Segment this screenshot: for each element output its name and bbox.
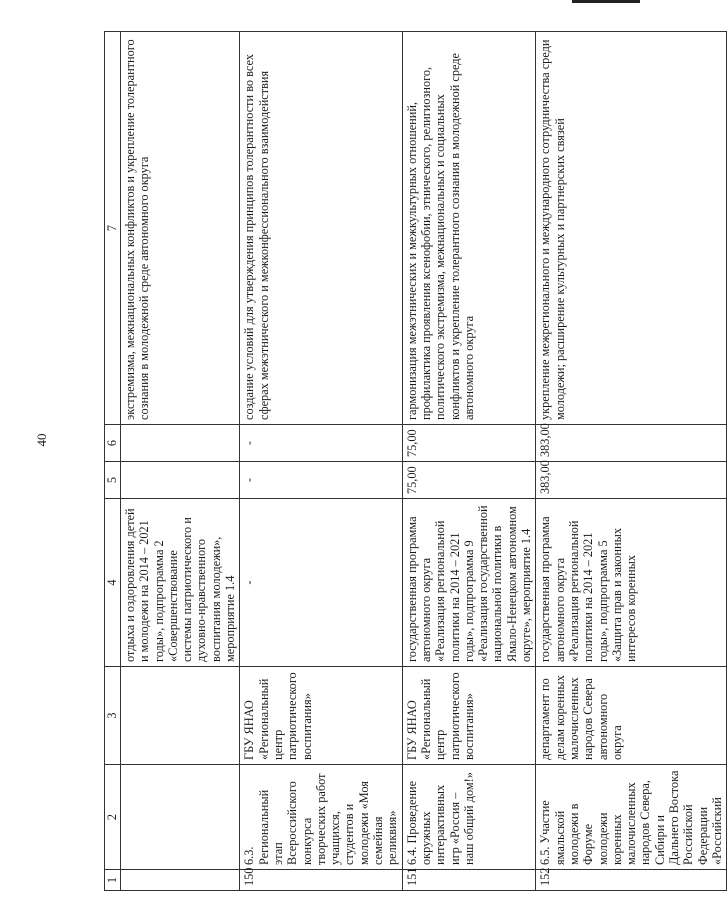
executor: ГБУ ЯНАО «Региональный центр патриотического воспитания» xyxy=(402,667,536,765)
funding-col5: 75,00 xyxy=(402,462,536,499)
row-number xyxy=(121,870,240,891)
table-row xyxy=(121,32,240,891)
expected-result: гармонизация межэтнических и межкультурных отношений, профилактика проявления ксенофобии, этнического, религиозного, политического экстремизма, межнациональных и социальных конфликтов и укрепление толерантного сознания в молодежной среде автономного округа xyxy=(402,32,536,425)
table-row xyxy=(240,32,402,891)
header-col-6: 6 xyxy=(105,425,121,462)
program: государственная программа автономного округа «Реализация региональной политики на 2014 – 2021 годы», подпрограмма 5 «Защита прав и законных интересов коренных xyxy=(536,499,727,667)
program: государственная программа автономного округа «Реализация региональной политики на 2014 – 2021 годы», подпрограмма 9 «Реализация государственной национальной политики в Ямало-Ненецком автономном округе», мероприятие 1.4 xyxy=(402,499,536,667)
events-table xyxy=(104,31,727,891)
header-col-2: 2 xyxy=(105,765,121,870)
funding-col5: 383,00 xyxy=(536,462,727,499)
table-row xyxy=(402,32,536,891)
header-col-4: 4 xyxy=(105,499,121,667)
header-row xyxy=(105,32,121,891)
executor: ГБУ ЯНАО «Региональный центр патриотического воспитания» xyxy=(240,667,402,765)
rotated-page xyxy=(104,31,724,891)
event-name: 6.4. Проведение окружных интерактивных игр «Россия – наш общий дом!» xyxy=(402,765,536,870)
program: - xyxy=(240,499,402,667)
row-number: 152 xyxy=(536,870,727,891)
row-number: 150 xyxy=(240,870,402,891)
header-col-3: 3 xyxy=(105,667,121,765)
row-number: 151 xyxy=(402,870,536,891)
page-number: 40 xyxy=(34,433,49,447)
funding-col5: - xyxy=(240,462,402,499)
table-row xyxy=(536,32,727,891)
event-name: 6.3. Региональный этап Всероссийского конкурса творческих работ учащихся, студентов и молодежи «Моя семейная реликвия» xyxy=(240,765,402,870)
funding-col5 xyxy=(121,462,240,499)
expected-result: экстремизма, межнациональных конфликтов и укрепление толерантного сознания в молодежной среде автономного округа xyxy=(121,32,240,425)
funding-col6: 383,00 xyxy=(536,425,727,462)
header-col-7: 7 xyxy=(105,32,121,425)
event-name xyxy=(121,765,240,870)
expected-result: укрепление межрегионального и международного сотрудничества среди молодежи; расширение культурных и партнерских связей xyxy=(536,32,727,425)
expected-result: создание условий для утверждения принципов толерантности во всех сферах межэтнического и межконфессионального взаимодействия xyxy=(240,32,402,425)
funding-col6 xyxy=(121,425,240,462)
funding-col6: - xyxy=(240,425,402,462)
header-col-1: 1 xyxy=(105,870,121,891)
executor: департамент по делам коренных малочисленных народов Севера автономного округа xyxy=(536,667,727,765)
header-col-5: 5 xyxy=(105,462,121,499)
top-rule xyxy=(572,0,640,3)
executor xyxy=(121,667,240,765)
event-name: 6.5. Участие ямальской молодежи в Форуме молодежи коренных малочисленных народов Севера, Сибири и Дальнего Востока Российской Федерации «Российский xyxy=(536,765,727,870)
program: отдыха и оздоровления детей и молодежи на 2014 – 2021 годы», подпрограмма 2 «Совершенствование системы патриотического и духовно-нравственного воспитания молодежи», мероприятие 1.4 xyxy=(121,499,240,667)
funding-col6: 75,00 xyxy=(402,425,536,462)
